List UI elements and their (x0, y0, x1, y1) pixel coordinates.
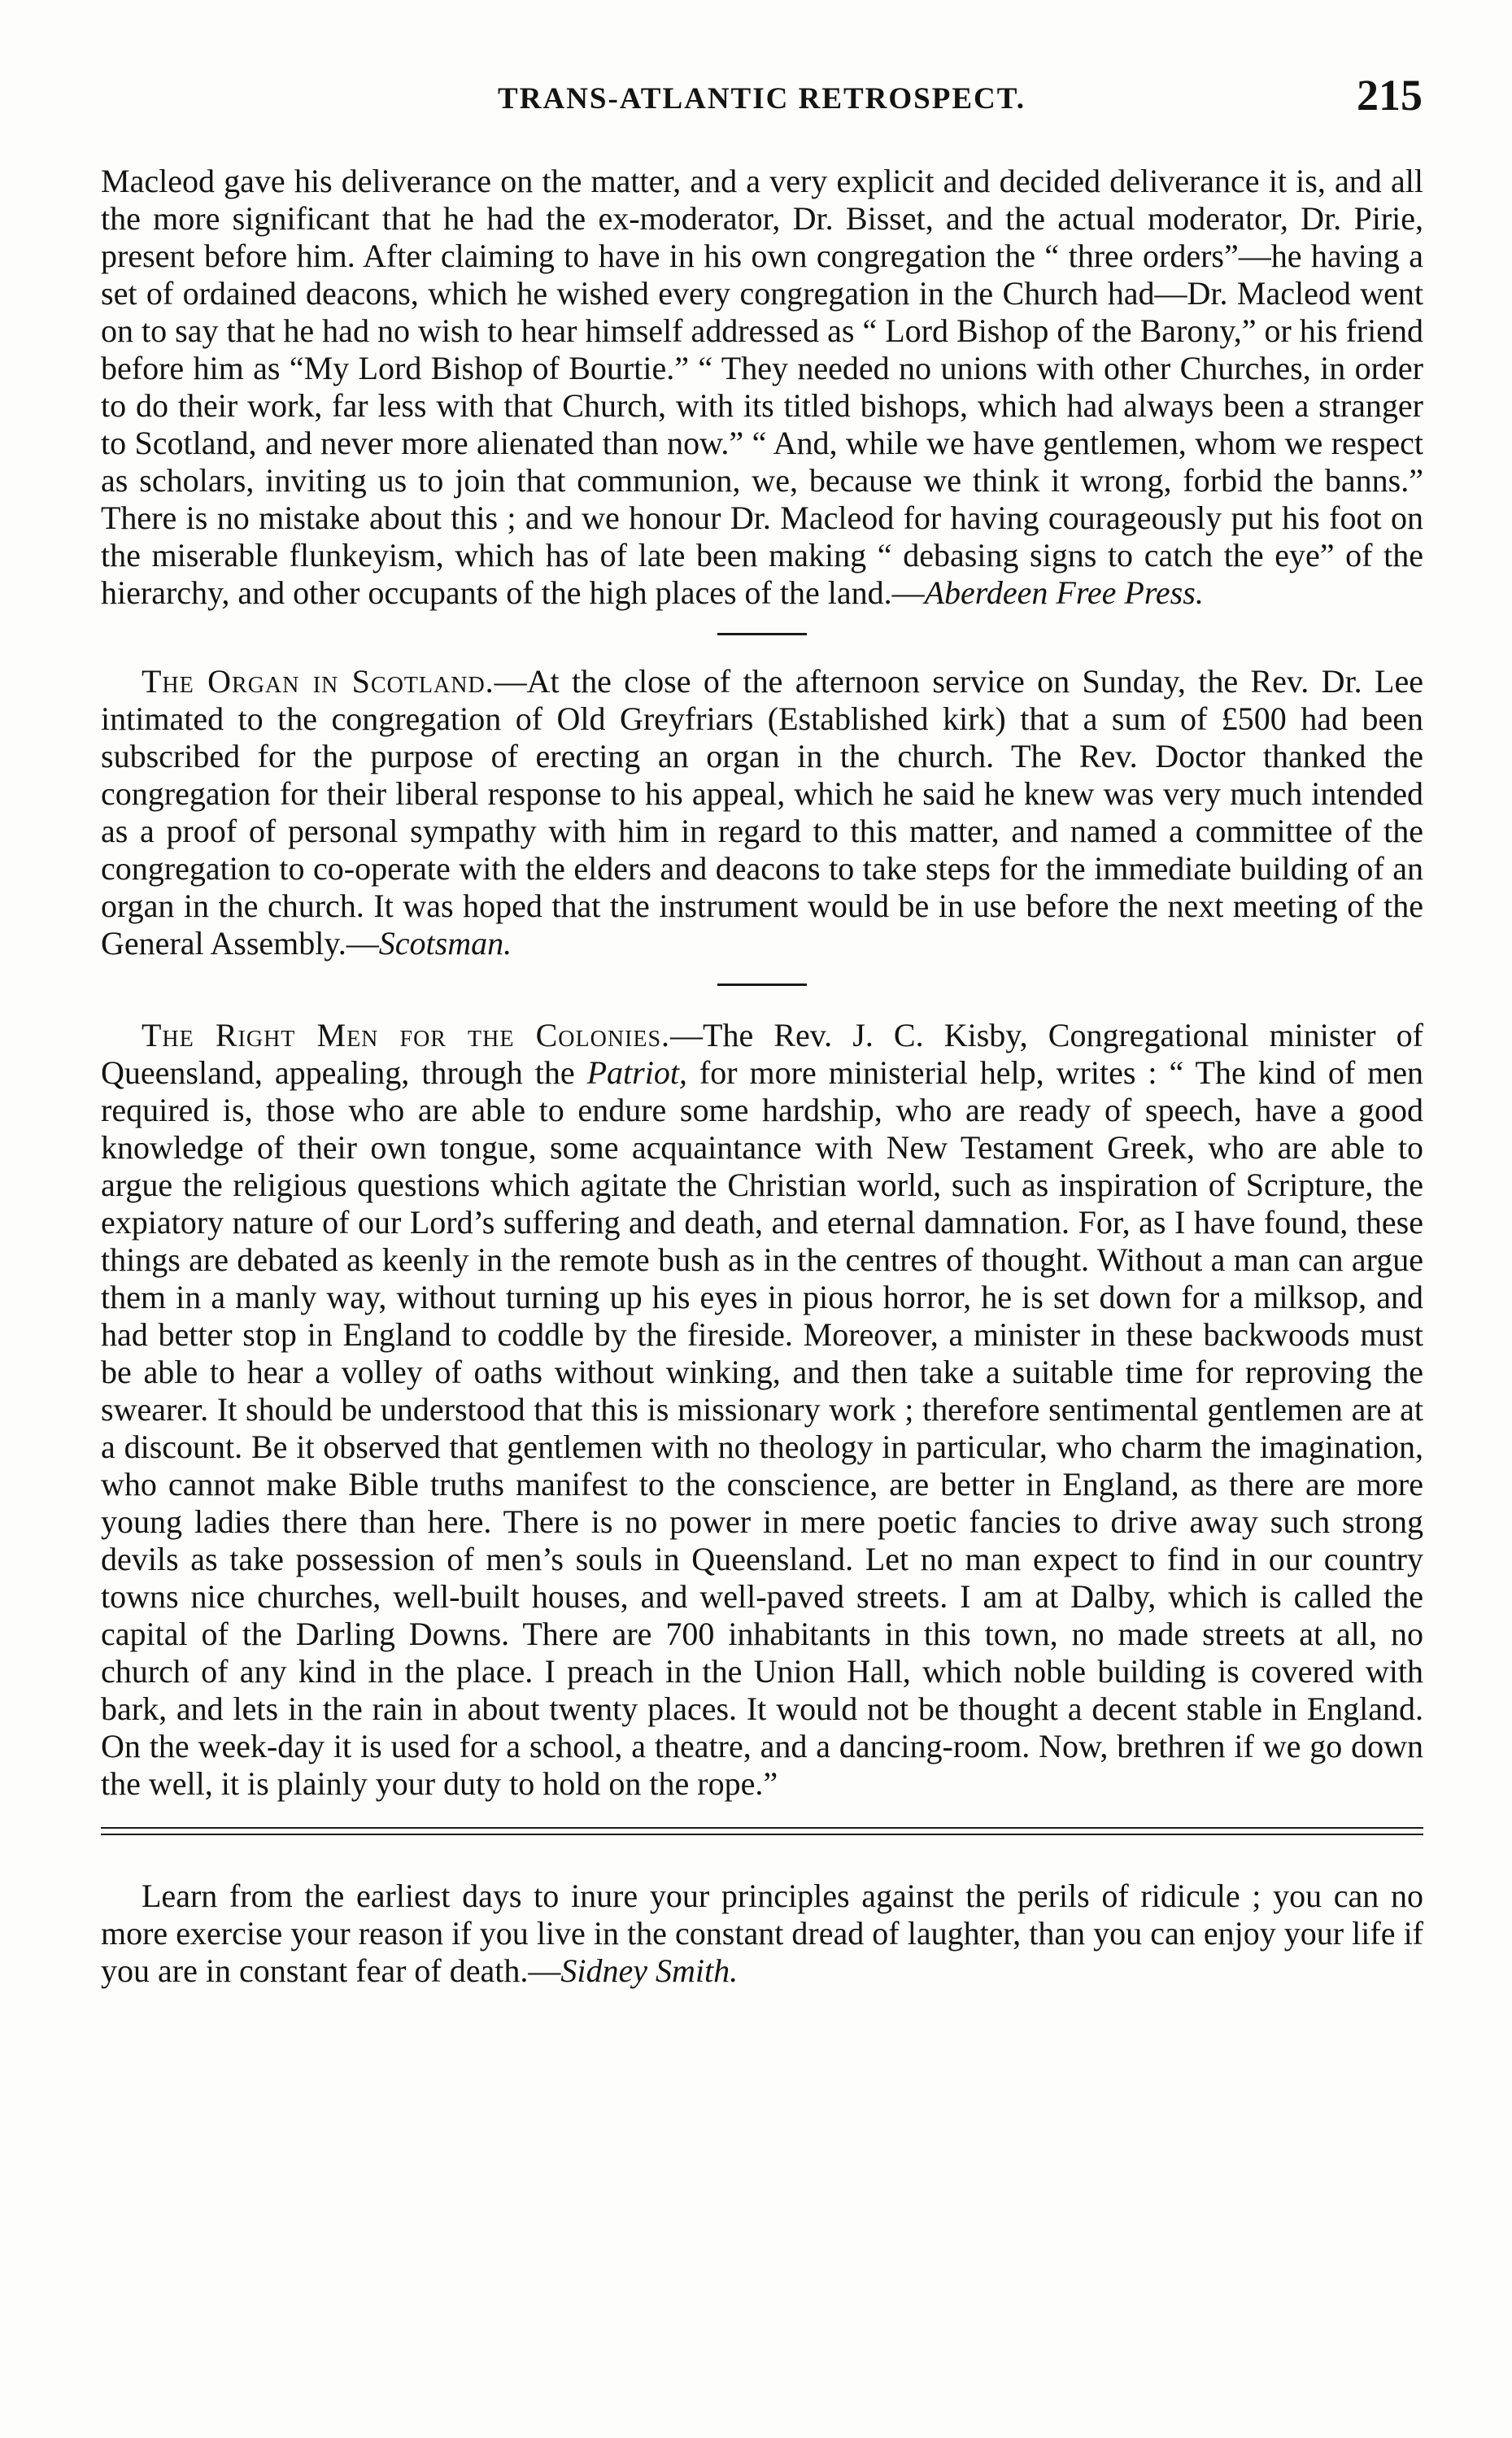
quote-paragraph (101, 1878, 1423, 1990)
quote-source: Sidney Smith. (560, 1952, 739, 1989)
organ-heading: The Organ in Scotland. (142, 663, 495, 700)
colonies-heading: The Right Men for the Colonies. (142, 1017, 671, 1053)
macleod-source: Aberdeen Free Press. (924, 574, 1204, 611)
colonies-paragraph (101, 1017, 1423, 1803)
page-body (101, 163, 1423, 1990)
double-rule-divider (101, 1827, 1423, 1835)
section-divider (717, 983, 807, 986)
section-divider (717, 633, 807, 635)
quote-text: Learn from the earliest days to inure your principles against the perils of ridicule ; you can no more exercise your reason if you live in the constant dread of laughter, than you can enjoy your life if you are in constant fear of death.— (101, 1878, 1423, 1989)
organ-source: Scotsman. (378, 925, 512, 962)
organ-text: —At the close of the afternoon service on Sunday, the Rev. Dr. Lee intimated to the congregation of Old Greyfriars (Established kirk) that a sum of £500 had been subscribed for the purpose of erecting an organ in the church. The Rev. Doctor thanked the congregation for their liberal response to his appeal, which he said he knew was very much intended as a proof of personal sympathy with him in regard to this matter, and named a committee of the congregation to co-operate with the elders and deacons to take steps for the immediate building of an organ in the church. It was hoped that the instrument would be in use before the next meeting of the General Assembly.— (101, 663, 1423, 962)
patriot-title: Patriot, (586, 1054, 687, 1091)
macleod-text: Macleod gave his deliverance on the matter, and a very explicit and decided deliverance it is, and all the more significant that he had the ex-moderator, Dr. Bisset, and the actual moderator, Dr. Pirie, present before him. After claiming to have in his own congregation the “ three orders”—he having a set of ordained deacons, which he wished every congregation in the Church had—Dr. Macleod went on to say that he had no wish to hear himself addressed as “ Lord Bishop of the Barony,” or his friend before him as “My Lord Bishop of Bourtie.” “ They needed no unions with other Churches, in order to do their work, far less with that Church, with its titled bishops, which had always been a stranger to Scotland, and never more alienated than now.” “ And, while we have gentlemen, whom we respect as scholars, inviting us to join that communion, we, because we think it wrong, forbid the banns.” There is no mistake about this ; and we honour Dr. Macleod for having courageously put his foot on the miserable flunkeyism, which has of late been making “ debasing signs to catch the eye” of the hierarchy, and other occupants of the high places of the land.— (101, 163, 1423, 611)
organ-paragraph (101, 663, 1423, 962)
running-title: TRANS-ATLANTIC RETROSPECT. (498, 82, 1026, 116)
page-number: 215 (1357, 71, 1423, 120)
macleod-paragraph (101, 163, 1423, 612)
colonies-text-after: for more ministerial help, writes : “ The kind of men required is, those who are able to endure some hardship, who are ready of speech, have a good knowledge of their own tongue, some acquaintance with New Testament Greek, who are able to argue the religious questions which agitate the Christian world, such as inspiration of Scripture, the expiatory nature of our Lord’s suffering and death, and eternal damnation. For, as I have found, these things are debated as keenly in the remote bush as in the centres of thought. Without a man can argue them in a manly way, without turning up his eyes in pious horror, he is set down for a milksop, and had better stop in England to coddle by the fireside. Moreover, a minister in these backwoods must be able to hear a volley of oaths without winking, and then take a suitable time for reproving the swearer. It should be understood that this is missionary work ; therefore sentimental gentlemen are at a discount. Be it observed that gentlemen with no theology in particular, who charm the imagination, who cannot make Bible truths manifest to the conscience, are better in England, as there are more young ladies there than here. There is no power in mere poetic fancies to drive away such strong devils as take possession of men’s souls in Queensland. Let no man expect to find in our country towns nice churches, well-built houses, and well-paved streets. I am at Dalby, which is called the capital of the Darling Downs. There are 700 inhabitants in this town, no made streets at all, no church of any kind in the place. I preach in the Union Hall, which noble building is covered with bark, and lets in the rain in about twenty places. It would not be thought a decent stable in England. On the week-day it is used for a school, a theatre, and a dancing-room. Now, brethren if we go down the well, it is plainly your duty to hold on the rope.” (101, 1054, 1424, 1802)
colonies-text-before: —The Rev. J. C. Kisby, Congregational minister of Queensland, appealing, through the (101, 1017, 1423, 1091)
page-header (101, 70, 1423, 127)
